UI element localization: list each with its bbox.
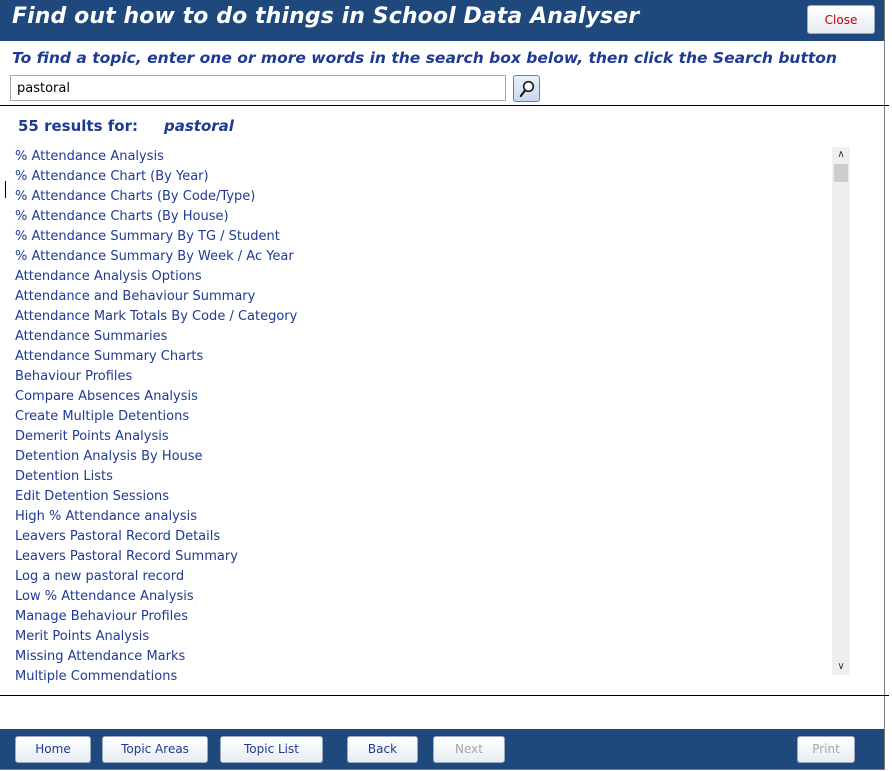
results-scrollbar[interactable] xyxy=(832,147,850,675)
result-link[interactable]: Manage Behaviour Profiles xyxy=(15,609,189,624)
results-list xyxy=(10,147,830,684)
scroll-thumb[interactable] xyxy=(834,164,848,182)
result-link[interactable]: % Attendance Charts (By Code/Type) xyxy=(15,189,256,204)
result-link[interactable]: Detention Analysis By House xyxy=(15,449,203,464)
result-link[interactable]: Behaviour Profiles xyxy=(15,369,133,384)
search-input[interactable] xyxy=(10,75,506,101)
result-link[interactable]: Multiple Commendations xyxy=(15,669,178,684)
text-caret xyxy=(5,181,6,198)
result-link[interactable]: Demerit Points Analysis xyxy=(15,429,169,444)
result-link[interactable]: Edit Detention Sessions xyxy=(15,489,170,504)
result-link[interactable]: % Attendance Summary By TG / Student xyxy=(15,229,280,244)
next-button[interactable]: Next xyxy=(433,736,505,763)
topic-list-button[interactable]: Topic List xyxy=(220,736,323,763)
result-link[interactable]: Low % Attendance Analysis xyxy=(15,589,194,604)
footer-bar xyxy=(0,729,884,769)
result-link[interactable]: Leavers Pastoral Record Summary xyxy=(15,549,238,564)
divider-top xyxy=(0,105,889,106)
search-icon xyxy=(519,80,535,98)
result-link[interactable]: Attendance Analysis Options xyxy=(15,269,202,284)
result-link[interactable]: Leavers Pastoral Record Details xyxy=(15,529,221,544)
result-link[interactable]: Compare Absences Analysis xyxy=(15,389,198,404)
page-title: Find out how to do things in School Data Analyser xyxy=(12,4,640,29)
divider-bottom xyxy=(0,695,889,696)
close-button[interactable]: Close xyxy=(807,5,875,34)
topic-areas-button[interactable]: Topic Areas xyxy=(102,736,208,763)
result-link[interactable]: Create Multiple Detentions xyxy=(15,409,190,424)
result-link[interactable]: Merit Points Analysis xyxy=(15,629,150,644)
results-search-term: pastoral xyxy=(164,117,234,135)
home-button[interactable]: Home xyxy=(15,736,91,763)
result-link[interactable]: Missing Attendance Marks xyxy=(15,649,186,664)
back-button[interactable]: Back xyxy=(347,736,418,763)
results-count: 55 results for: xyxy=(18,117,138,135)
result-link[interactable]: High % Attendance analysis xyxy=(15,509,197,524)
result-link[interactable]: Attendance Mark Totals By Code / Category xyxy=(15,309,298,324)
search-button[interactable] xyxy=(513,75,540,102)
result-link[interactable]: % Attendance Chart (By Year) xyxy=(15,169,209,184)
result-link[interactable]: Attendance and Behaviour Summary xyxy=(15,289,256,304)
result-link[interactable]: Detention Lists xyxy=(15,469,113,484)
result-link[interactable]: Attendance Summary Charts xyxy=(15,349,204,364)
print-button[interactable]: Print xyxy=(797,736,855,763)
result-link[interactable]: Log a new pastoral record xyxy=(15,569,185,584)
result-link[interactable]: % Attendance Analysis xyxy=(15,149,164,164)
result-link[interactable]: % Attendance Charts (By House) xyxy=(15,209,229,224)
search-instructions: To find a topic, enter one or more words in the search box below, then click the Search button xyxy=(12,49,837,67)
scroll-down-icon[interactable]: ∨ xyxy=(837,661,845,672)
result-link[interactable]: % Attendance Summary By Week / Ac Year xyxy=(15,249,294,264)
scroll-up-icon[interactable]: ∧ xyxy=(837,149,845,160)
result-link[interactable]: Attendance Summaries xyxy=(15,329,168,344)
header-bar xyxy=(0,0,884,41)
